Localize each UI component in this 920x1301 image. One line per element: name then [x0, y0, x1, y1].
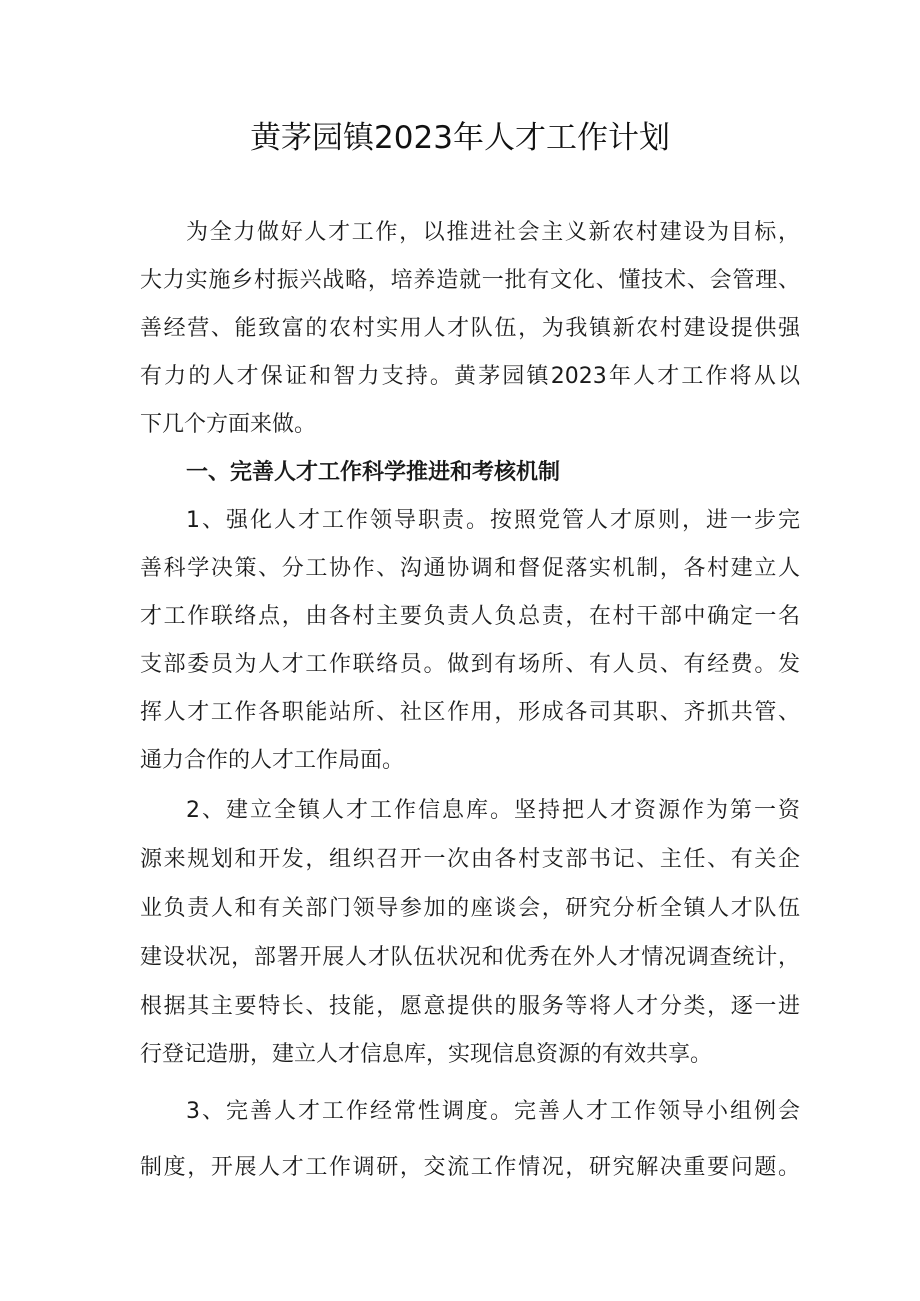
paragraph-line: 行登记造册，建立人才信息库，实现信息资源的有效共享。	[140, 1042, 713, 1067]
paragraph-line: 根据其主要特长、技能，愿意提供的服务等将人才分类，逐一进	[140, 994, 800, 1019]
paragraph-line: 才工作联络点，由各村主要负责人负总责，在村干部中确定一名	[140, 604, 800, 629]
paragraph-line: 善科学决策、分工协作、沟通协调和督促落实机制，各村建立人	[140, 556, 800, 581]
paragraph-line: 制度，开展人才工作调研，交流工作情况，研究解决重要问题。	[140, 1155, 800, 1180]
paragraph-line: 源来规划和开发，组织召开一次由各村支部书记、主任、有关企	[140, 847, 800, 872]
paragraph-line: 建设状况，部署开展人才队伍状况和优秀在外人才情况调查统计，	[140, 945, 800, 970]
paragraph-line: 为全力做好人才工作，以推进社会主义新农村建设为目标，	[186, 220, 800, 245]
paragraph-line: 善经营、能致富的农村实用人才队伍，为我镇新农村建设提供强	[140, 316, 800, 341]
paragraph-line: 有力的人才保证和智力支持。黄茅园镇2023年人才工作将从以	[140, 364, 800, 389]
paragraph-line: 挥人才工作各职能站所、社区作用，形成各司其职、齐抓共管、	[140, 700, 800, 725]
paragraph-line: 下几个方面来做。	[140, 412, 317, 437]
paragraph-line: 支部委员为人才工作联络员。做到有场所、有人员、有经费。发	[140, 652, 800, 677]
paragraph-line: 2、建立全镇人才工作信息库。坚持把人才资源作为第一资	[186, 798, 800, 823]
paragraph-line: 3、完善人才工作经常性调度。完善人才工作领导小组例会	[186, 1099, 800, 1124]
paragraph-line: 通力合作的人才工作局面。	[140, 748, 405, 773]
paragraph-line: 大力实施乡村振兴战略，培养造就一批有文化、懂技术、会管理、	[140, 268, 800, 293]
section-heading: 一、完善人才工作科学推进和考核机制	[186, 460, 561, 485]
paragraph-line: 业负责人和有关部门领导参加的座谈会，研究分析全镇人才队伍	[140, 896, 800, 921]
paragraph-line: 1、强化人才工作领导职责。按照党管人才原则，进一步完	[186, 508, 800, 533]
document-title: 黄茅园镇2023年人才工作计划	[250, 120, 670, 156]
